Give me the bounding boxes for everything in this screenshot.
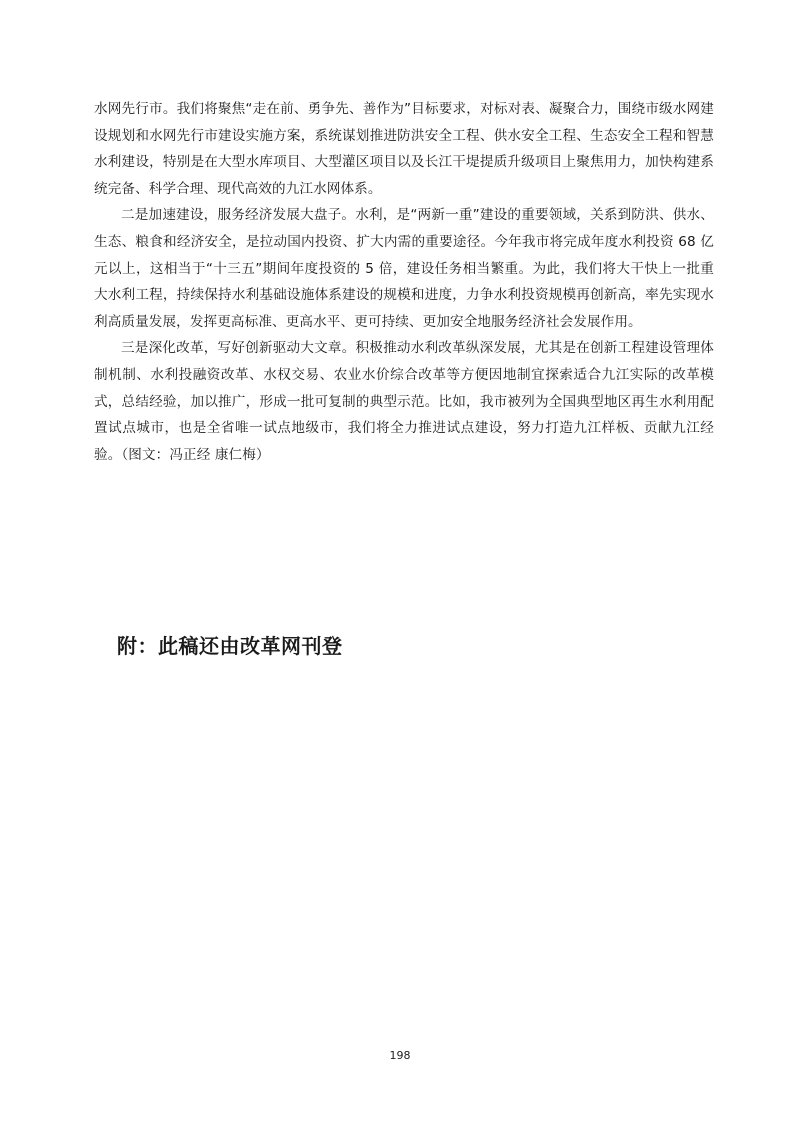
page-number: 198 [389, 1049, 411, 1062]
article-body [94, 96, 714, 468]
paragraph-continuation: 水网先行市。我们将聚焦“走在前、勇争先、善作为”目标要求，对标对表、凝聚合力，围绕市级水网建设规划和水网先行市建设实施方案，系统谋划推进防洪安全工程、供水安全工程、生态安全工程和智慧水利建设，特别是在大型水库项目、大型灌区项目以及长江干堤提质升级项目上聚焦用力，加快构建系统完备、科学合理、现代高效的九江水网体系。 [94, 101, 714, 197]
appendix-heading: 附：此稿还由改革网刊登 [117, 634, 343, 658]
paragraph-accelerate-construction: 二是加速建设，服务经济发展大盘子。水利，是“两新一重”建设的重要领域，关系到防洪、供水、生态、粮食和经济安全，是拉动国内投资、扩大内需的重要途径。今年我市将完成年度水利投资 68 亿元以上，这相当于“十三五”期间年度投资的 5 倍，建设任务相当繁重。为此，我们将大干快上一批重大水利工程，持续保持水利基础设施体系建设的规模和进度，力争水利投资规模再创新高，率先实现水利高质量发展，发挥更高标准、更高水平、更可持续、更加安全地服务经济社会发展作用。 [94, 207, 714, 330]
paragraph-deepen-reform: 三是深化改革，写好创新驱动大文章。积极推动水利改革纵深发展，尤其是在创新工程建设管理体制机制、水利投融资改革、水权交易、农业水价综合改革等方便因地制宜探索适合九江实际的改革模式，总结经验，加以推广，形成一批可复制的典型示范。比如，我市被列为全国典型地区再生水利用配置试点城市，也是全省唯一试点地级市，我们将全力推进试点建设，努力打造九江样板、贡献九江经验。（图文：冯正经 康仁梅） [94, 340, 714, 463]
